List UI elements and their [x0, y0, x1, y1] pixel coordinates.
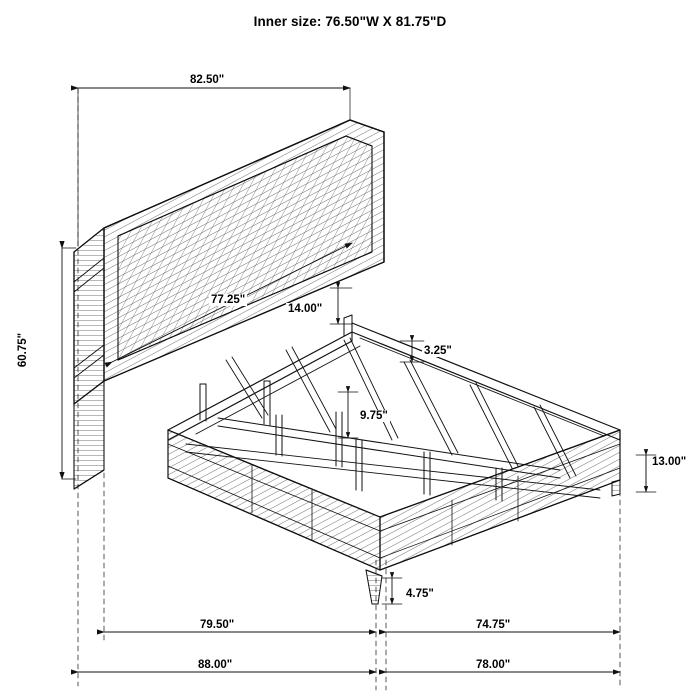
dim-label-overall-height: 60.75" — [17, 332, 30, 368]
dim-label-headboard-inner-width: 77.25" — [211, 294, 246, 306]
dim-14-00 — [330, 288, 352, 324]
dim-label-left-bottom-run: 79.50" — [200, 619, 235, 631]
front-leg — [366, 570, 382, 604]
dim-label-headboard-to-rail-drop: 14.00" — [288, 303, 323, 315]
dim-label-right-bottom-run: 74.75" — [476, 619, 511, 631]
dim-9-75 — [338, 392, 358, 438]
dim-label-overall-length-right: 78.00" — [476, 659, 511, 671]
dim-label-footboard-side-height: 13.00" — [652, 456, 687, 468]
footboard — [168, 430, 620, 570]
dim-label-overall-length-left: 88.00" — [198, 659, 233, 671]
right-rear-leg — [612, 480, 620, 496]
dim-label-rail-thickness: 3.25" — [424, 345, 452, 357]
headboard-left-post — [74, 228, 104, 404]
page-title: Inner size: 76.50"W X 81.75"D — [253, 14, 447, 29]
dim-label-headboard-width: 82.50" — [190, 74, 225, 86]
dim-label-slat-support-height: 9.75" — [360, 410, 388, 422]
headboard-panel — [104, 120, 384, 381]
dim-label-foot-leg-height: 4.75" — [406, 588, 434, 600]
dim-4-75 — [382, 578, 402, 604]
